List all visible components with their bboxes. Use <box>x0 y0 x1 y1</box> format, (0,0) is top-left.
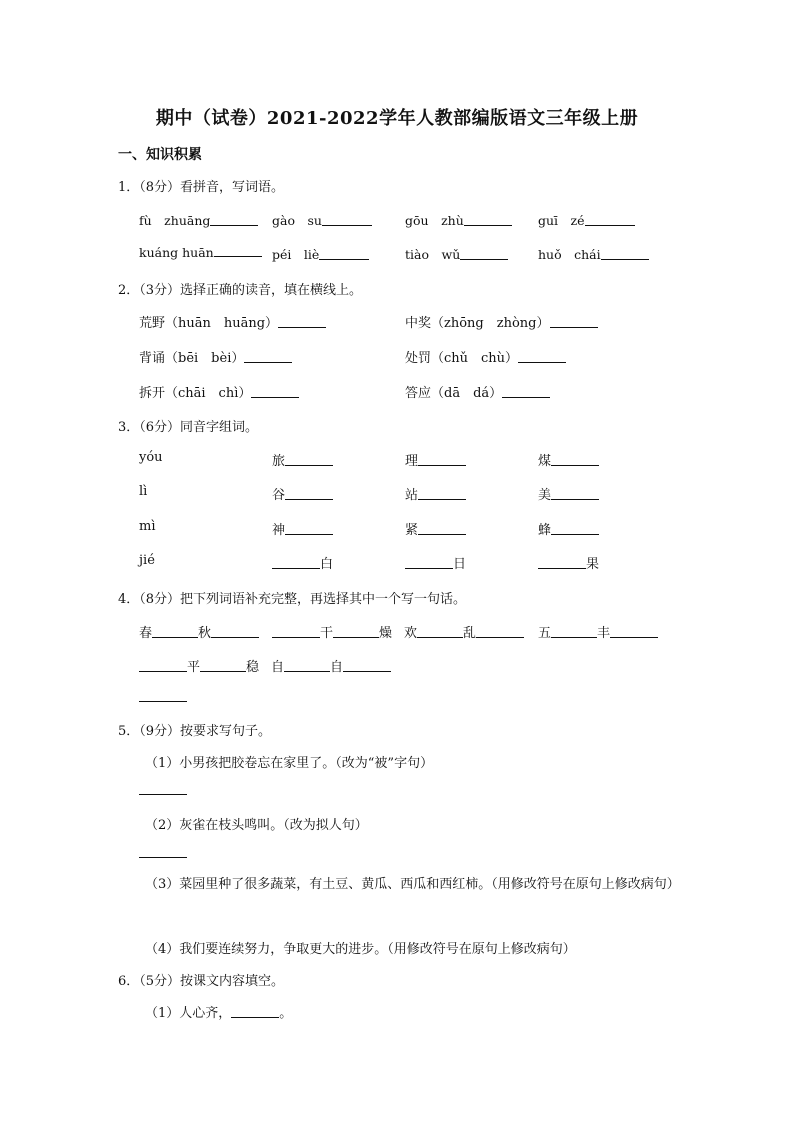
q3-pinyin: mì <box>139 519 156 534</box>
q3-item: 美 <box>538 484 599 503</box>
answer-blank[interactable] <box>231 1016 279 1018</box>
q1-item: guī zé <box>538 211 635 229</box>
answer-blank[interactable] <box>518 361 566 363</box>
q3-item: 果 <box>538 553 599 572</box>
answer-blank[interactable] <box>214 255 262 257</box>
q2-item: 背诵（bēi bèi） <box>139 347 292 366</box>
q5-sentence-4: （4）我们要连续努力，争取更大的进步。（用修改符号在原句上修改病句） <box>145 942 576 957</box>
answer-blank[interactable] <box>417 636 463 638</box>
q6-blank-1: （1）人心齐， 。 <box>145 1006 293 1021</box>
q2-item: 拆开（chāi chì） <box>139 382 299 401</box>
answer-blank[interactable] <box>285 533 333 535</box>
q2-item: 处罚（chǔ chù） <box>405 347 566 366</box>
answer-blank[interactable] <box>551 533 599 535</box>
answer-blank[interactable] <box>502 396 550 398</box>
q1-item: huǒ chái <box>538 245 649 263</box>
answer-blank[interactable] <box>210 224 258 226</box>
q4-idiom: 春 秋 <box>139 622 259 641</box>
answer-blank[interactable] <box>139 856 187 858</box>
q3-pinyin: jié <box>139 553 155 568</box>
answer-blank[interactable] <box>244 361 292 363</box>
answer-blank[interactable] <box>418 498 466 500</box>
q3-pinyin: lì <box>139 484 148 499</box>
q2-item: 中奖（zhōng zhòng） <box>405 312 598 331</box>
answer-blank[interactable] <box>343 670 391 672</box>
q1-item: kuáng huān <box>139 245 262 260</box>
answer-blank[interactable] <box>211 636 259 638</box>
q4-idiom: 自 自 <box>271 656 391 675</box>
answer-blank[interactable] <box>405 567 453 569</box>
answer-blank[interactable] <box>418 533 466 535</box>
q1-item: péi liè <box>272 245 369 263</box>
q3-item: 紧 <box>405 519 466 538</box>
answer-blank[interactable] <box>285 498 333 500</box>
answer-blank[interactable] <box>284 670 330 672</box>
answer-blank[interactable] <box>333 636 379 638</box>
answer-blank[interactable] <box>251 396 299 398</box>
section-heading: 一、知识积累 <box>118 147 202 163</box>
answer-blank[interactable] <box>551 498 599 500</box>
question-5-stem: 5．（9分）按要求写句子。 <box>118 724 272 739</box>
answer-blank[interactable] <box>152 636 198 638</box>
question-4-stem: 4．（8分）把下列词语补充完整，再选择其中一个写一句话。 <box>118 592 467 607</box>
answer-blank[interactable] <box>322 224 372 226</box>
answer-blank[interactable] <box>278 326 326 328</box>
answer-blank[interactable] <box>550 326 598 328</box>
answer-blank[interactable] <box>538 567 586 569</box>
answer-blank[interactable] <box>418 464 466 466</box>
q1-item: gōu zhù <box>405 211 512 229</box>
q3-item: 站 <box>405 484 466 503</box>
q3-item: 蜂 <box>538 519 599 538</box>
answer-blank[interactable] <box>272 567 320 569</box>
q3-item: 日 <box>405 553 466 572</box>
answer-blank[interactable] <box>285 464 333 466</box>
q4-sentence <box>139 690 187 705</box>
question-6-stem: 6．（5分）按课文内容填空。 <box>118 974 285 989</box>
q4-idiom: 平 稳 <box>139 656 259 675</box>
q5-sentence-3: （3）菜园里种了很多蔬菜，有土豆、黄瓜、西瓜和西红柿。（用修改符号在原句上修改病句） <box>145 877 680 892</box>
q2-item: 荒野（huān huāng） <box>139 312 326 331</box>
q4-idiom: 干 燥 <box>272 622 392 641</box>
answer-blank[interactable] <box>460 258 508 260</box>
answer-blank[interactable] <box>551 636 597 638</box>
answer-blank[interactable] <box>200 670 246 672</box>
answer-blank[interactable] <box>272 636 320 638</box>
q2-item: 答应（dā dá） <box>405 382 550 401</box>
q5-answer-1 <box>139 783 187 798</box>
q1-item: gào su <box>272 211 372 229</box>
question-2-stem: 2．（3分）选择正确的读音，填在横线上。 <box>118 283 363 298</box>
q5-sentence-2: （2）灰雀在枝头鸣叫。（改为拟人句） <box>145 818 368 833</box>
q1-item: tiào wǔ <box>405 245 508 263</box>
answer-blank[interactable] <box>139 793 187 795</box>
answer-blank[interactable] <box>585 224 635 226</box>
q3-item: 神 <box>272 519 333 538</box>
q4-idiom: 欢 乱 <box>404 622 524 641</box>
q4-idiom: 五 丰 <box>538 622 658 641</box>
answer-blank[interactable] <box>464 224 512 226</box>
q5-sentence-1: （1）小男孩把胶卷忘在家里了。（改为“被”字句） <box>145 756 434 771</box>
q5-answer-2 <box>139 846 187 861</box>
answer-blank[interactable] <box>476 636 524 638</box>
answer-blank[interactable] <box>551 464 599 466</box>
q3-item: 旅 <box>272 450 333 469</box>
q1-item: fù zhuāng <box>139 211 258 229</box>
answer-blank[interactable] <box>319 258 369 260</box>
answer-blank[interactable] <box>139 670 187 672</box>
answer-blank[interactable] <box>139 700 187 702</box>
answer-blank[interactable] <box>610 636 658 638</box>
question-1-stem: 1．（8分）看拼音，写词语。 <box>118 180 285 195</box>
q3-pinyin: yóu <box>139 450 163 465</box>
page-title: 期中（试卷）2021-2022学年人教部编版语文三年级上册 <box>155 108 639 129</box>
q3-item: 白 <box>272 553 333 572</box>
q3-item: 理 <box>405 450 466 469</box>
q3-item: 谷 <box>272 484 333 503</box>
q3-item: 煤 <box>538 450 599 469</box>
answer-blank[interactable] <box>601 258 649 260</box>
question-3-stem: 3．（6分）同音字组词。 <box>118 420 259 435</box>
